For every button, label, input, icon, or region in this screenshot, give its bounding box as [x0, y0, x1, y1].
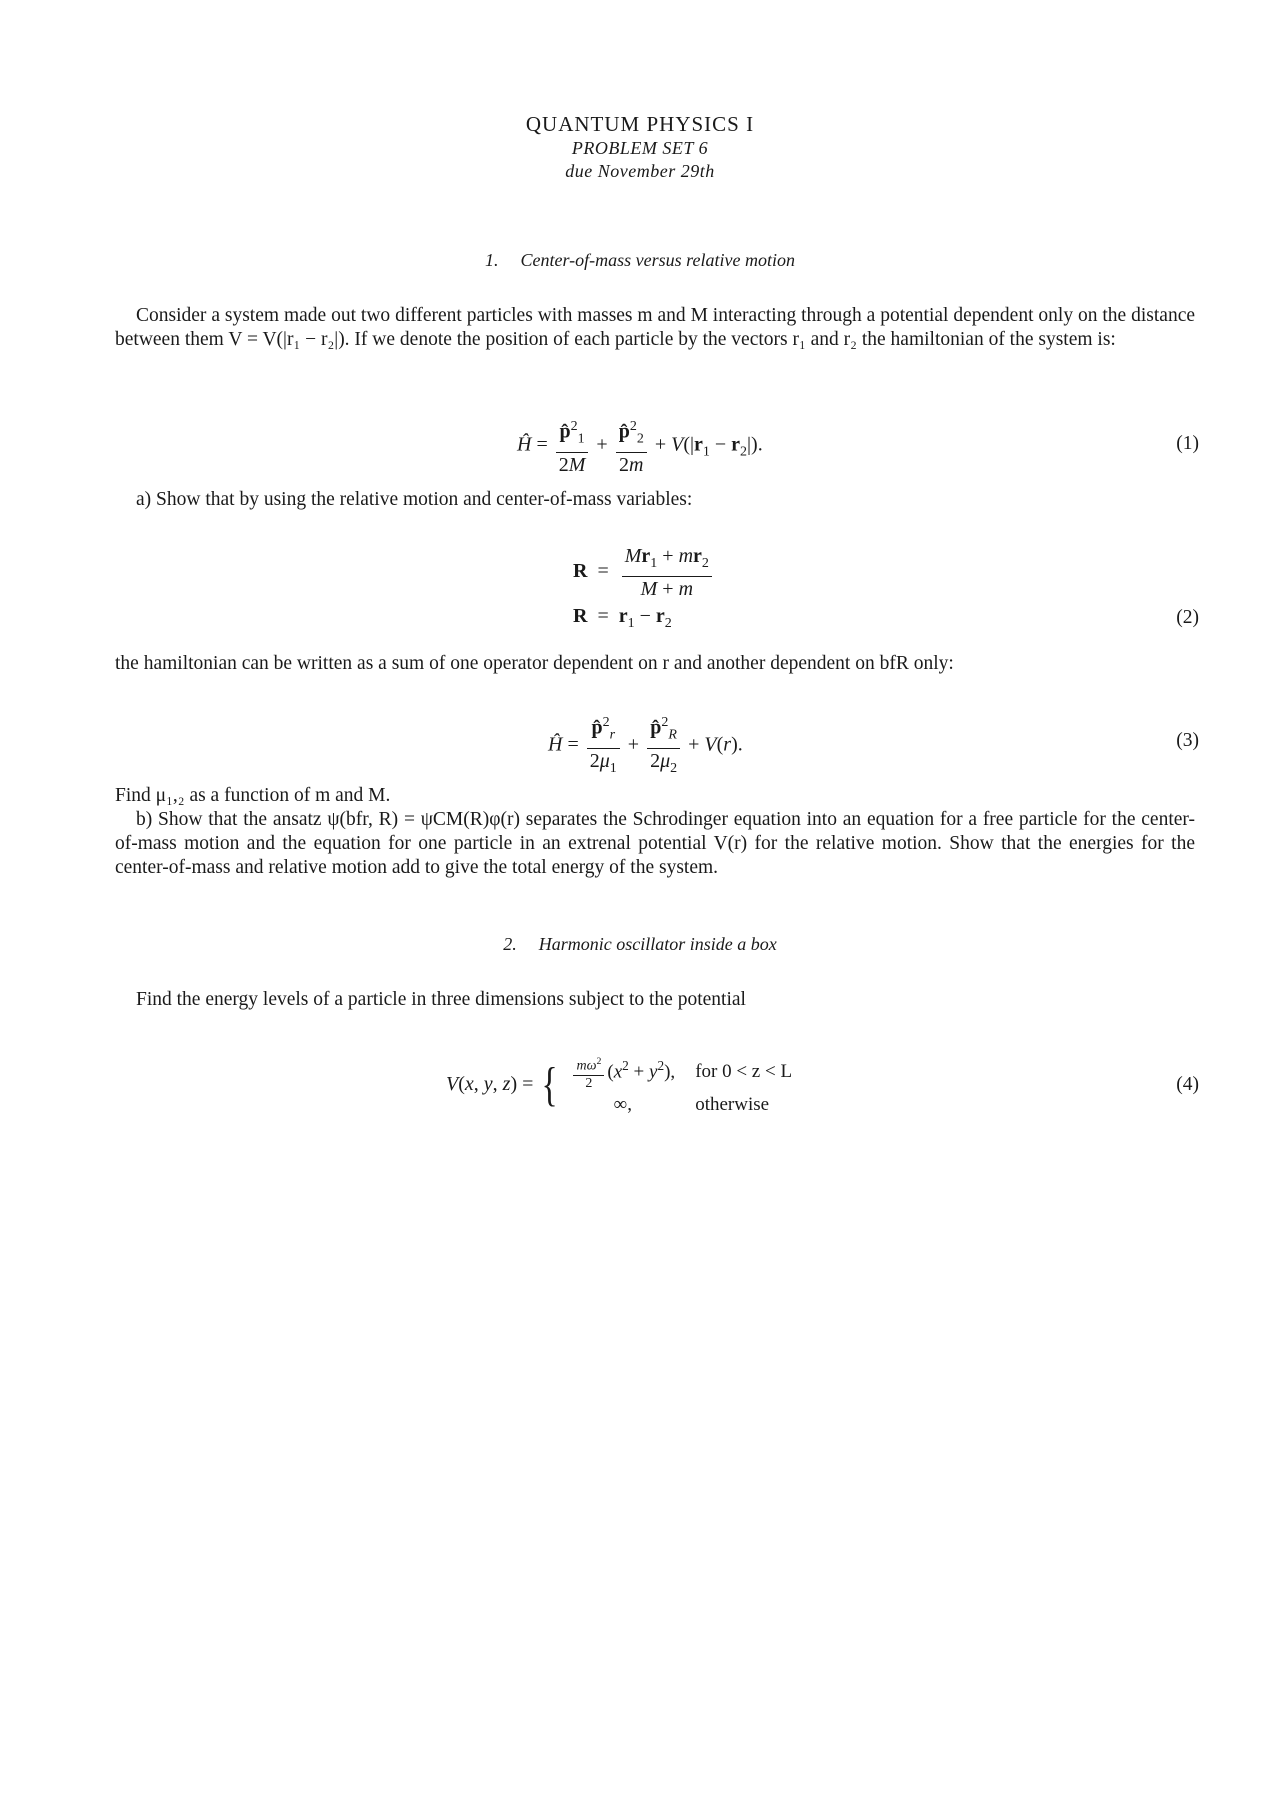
due-date: due November 29th	[565, 161, 715, 181]
case-2-condition: otherwise	[695, 1093, 770, 1115]
equation-1: Ĥ = $\frac{p̂^2_1}{2M}$ + $\frac{p̂^2_2}{2m}$ + $V(|r_1 - r_2|)$.	[517, 416, 763, 476]
section-1-number: 1.	[485, 250, 499, 270]
document-title: QUANTUM PHYSICS I	[525, 112, 755, 136]
section-2-title: Harmonic oscillator inside a box	[538, 934, 777, 954]
section-2-number: 2.	[503, 934, 517, 954]
part-a-text-content: a) Show that by using the relative motion and center-of-mass variables:	[136, 489, 693, 510]
section-1-intro-text: Consider a system made out two different particles with masses m and M interacting through a potential dependent only on the distance between them V = V(|r₁ − r₂|). If we denote the position of each particle by the vectors r₁ and r₂ the hamiltonian of the system is:	[115, 305, 1195, 350]
section-1-heading	[0, 250, 1280, 271]
equation-1-number: (1)	[1176, 433, 1199, 454]
part-a-text	[115, 488, 1195, 512]
equation-2-number: (2)	[1176, 607, 1199, 628]
equation-3: Ĥ = $\frac{p̂^2_r}{2\mu_1}$ + $\frac{p̂^2_R}{2\mu_2}$ + V(r).	[548, 712, 743, 780]
equation-4-number: (4)	[1176, 1074, 1199, 1095]
after-equation-2-text: the hamiltonian can be written as a sum of one operator dependent on r and another dependent on bfR only:	[115, 653, 954, 674]
part-b-text-content: b) Show that the ansatz ψ(bfr, R) = ψCM(R)φ(r) separates the Schrodinger equation into an equation for a free particle for the center-of-mass motion and the equation for one particle in an extrenal potential V(r) for the relative motion. Show that the energies for the center-of-mass and relative motion add to give the total energy of the system.	[115, 809, 1195, 878]
part-b-text	[115, 808, 1195, 880]
section-1-intro	[115, 304, 1195, 352]
section-2-intro	[115, 988, 1195, 1012]
equation-2-line-2: $R = r_1 - r_2$	[573, 605, 672, 631]
find-mu-text: Find μ₁,₂ as a function of m and M.	[115, 785, 391, 806]
left-brace: {	[541, 1058, 559, 1112]
equation-2-line-1: R = $\frac{Mr_1 + mr_2}{M + m}$	[573, 545, 715, 600]
section-1-title: Center-of-mass versus relative motion	[520, 250, 795, 270]
section-2-heading	[0, 934, 1280, 955]
section-2-intro-text: Find the energy levels of a particle in three dimensions subject to the potential	[136, 989, 746, 1010]
problem-set-label: PROBLEM SET 6	[571, 138, 709, 158]
equation-3-number: (3)	[1176, 730, 1199, 751]
case-1-condition: for 0 < z < L	[695, 1061, 793, 1083]
equation-4: V(x, y, z) = { $\frac{m\omega^2}{2}$ $(x^2 + y^2)$, for 0 < z < L ∞, otherwise	[446, 1053, 808, 1118]
